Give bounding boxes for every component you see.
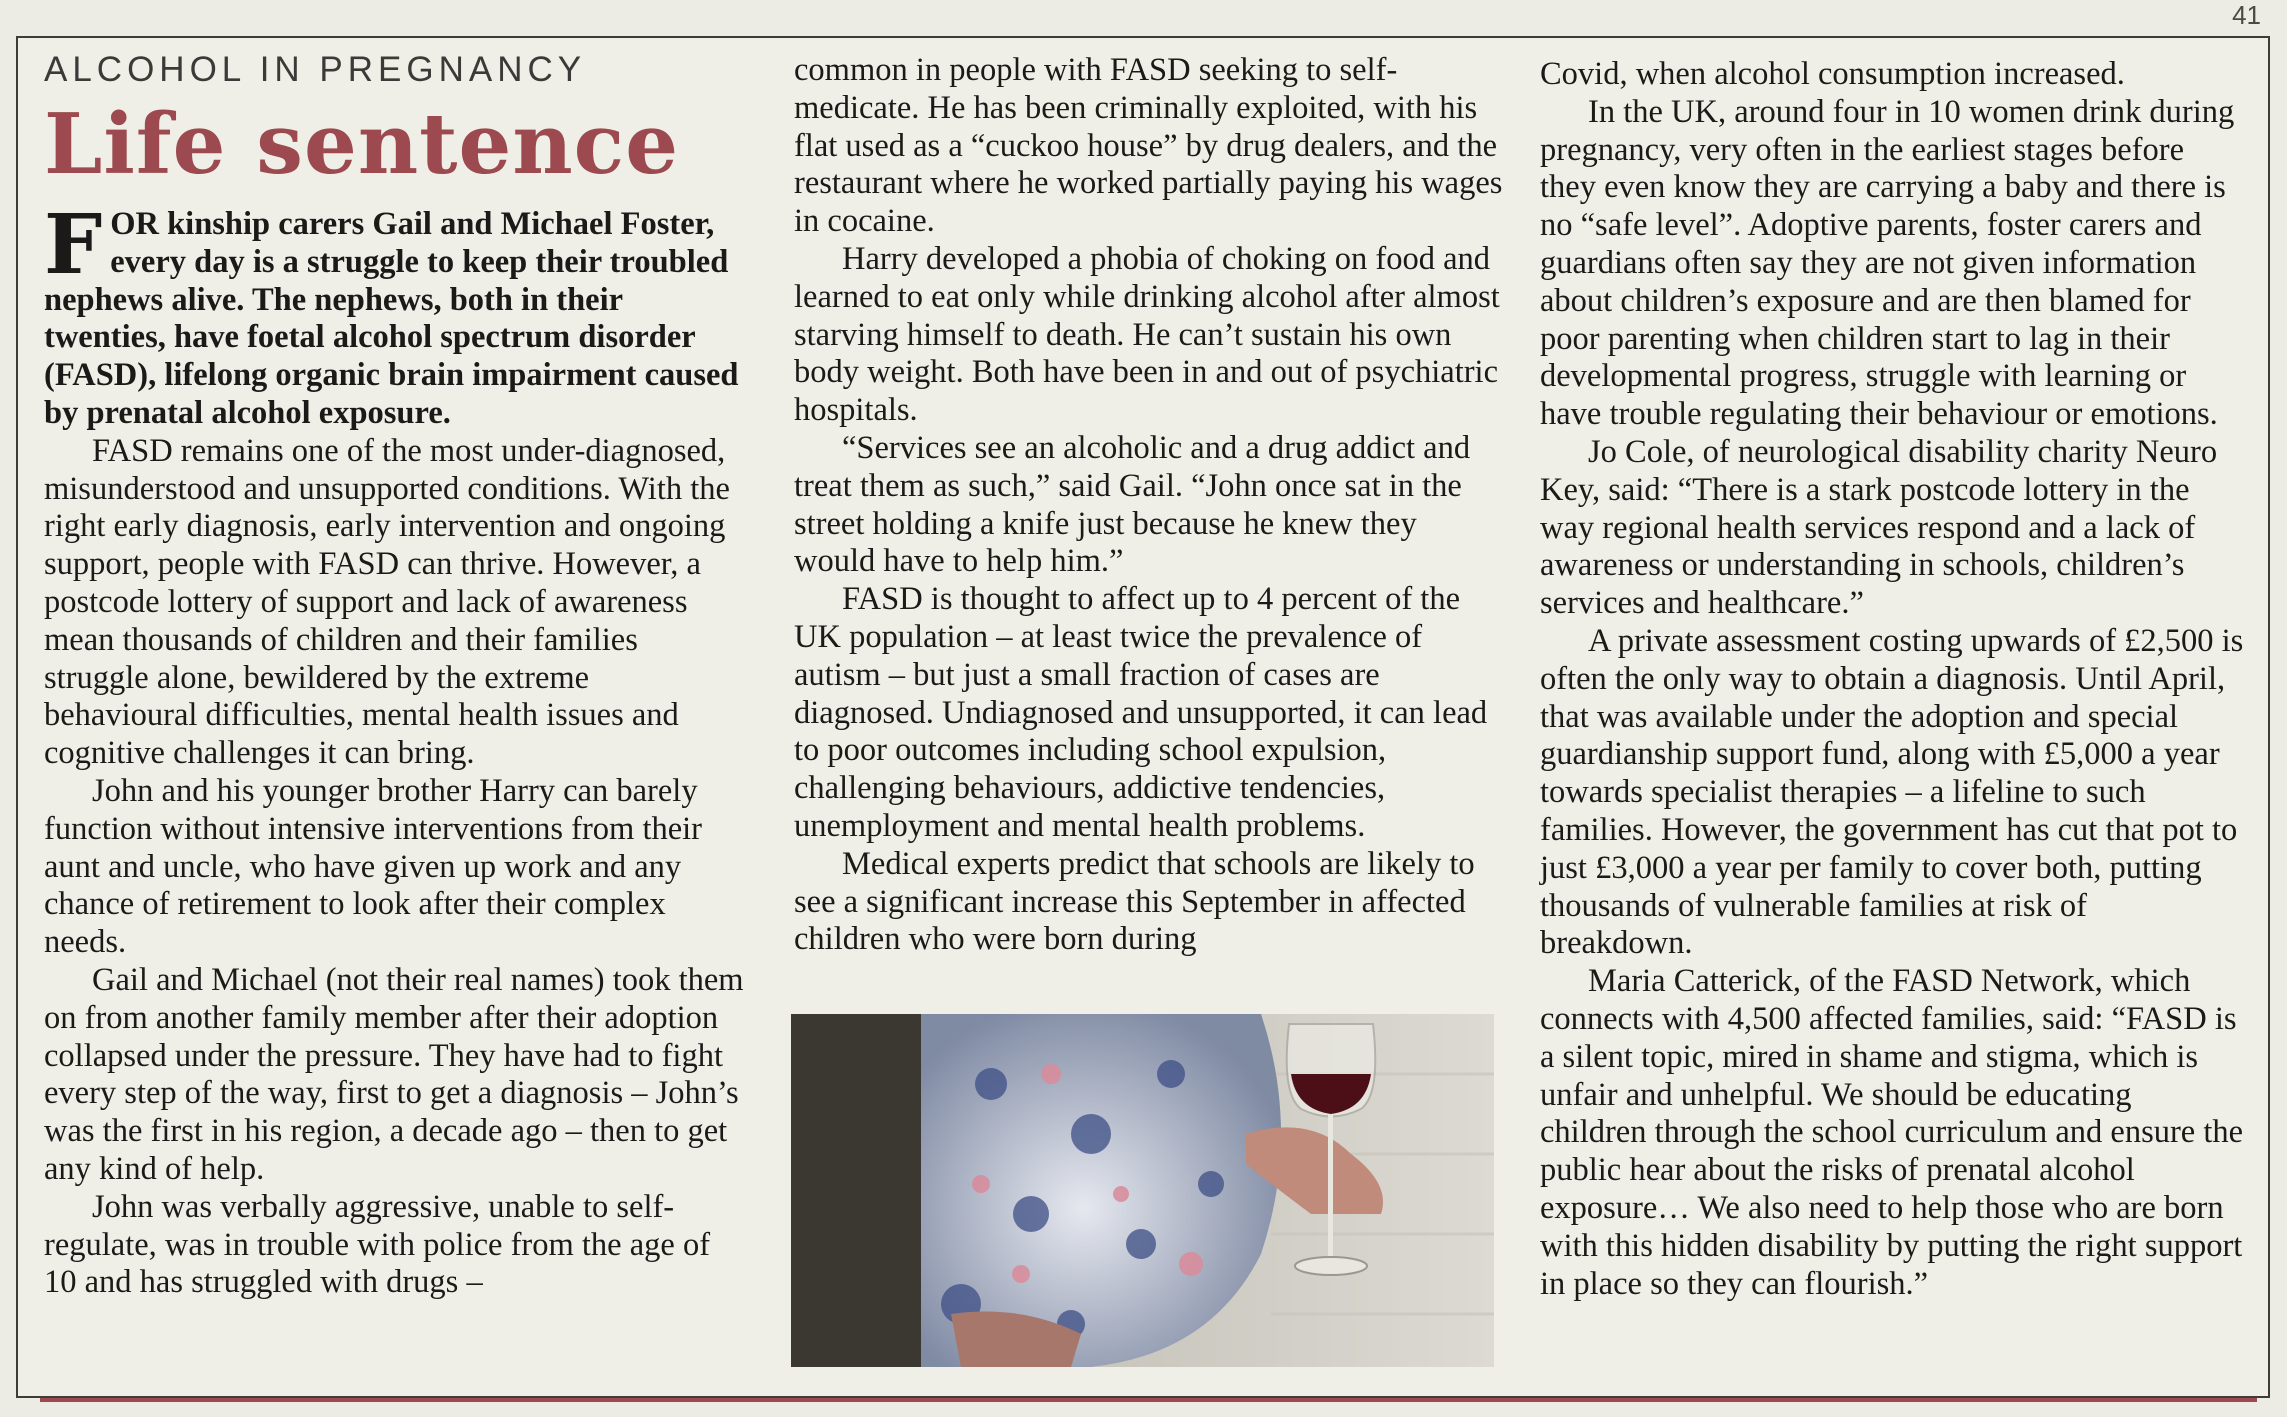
drop-cap: F bbox=[44, 197, 103, 293]
body-paragraph: John and his younger brother Harry can barely function without intensive interventions from their aunt and uncle, who have given up work and any chance of retirement to look after their complex needs. bbox=[44, 772, 702, 961]
body-paragraph: Harry developed a phobia of choking on food and learned to eat only while drinking alcohol after almost starving himself to death. He can’t sustain his own body weight. Both have been in and out of psychiatric hospitals. bbox=[794, 240, 1500, 429]
standfirst bbox=[44, 197, 744, 433]
page-number: 41 bbox=[2232, 0, 2261, 30]
column-1 bbox=[44, 50, 744, 1302]
body-paragraph: Jo Cole, of neurological disability charity Neuro Key, said: “There is a stark postcode lottery in the way regional health services respond and a lack of awareness or understanding in schools, children’s services and healthcare.” bbox=[1540, 433, 2218, 622]
article-photo bbox=[791, 1014, 1494, 1367]
pregnant-woman-with-wine-image bbox=[791, 1014, 1494, 1367]
body-paragraph-continued: common in people with FASD seeking to self-medicate. He has been criminally exploited, with his flat used as a “cuckoo house” by drug dealers, and the restaurant where he worked partially paying his wages in cocaine. bbox=[794, 52, 1503, 240]
body-paragraph: Medical experts predict that schools are likely to see a significant increase this September in affected children who were born during bbox=[794, 845, 1475, 958]
body-paragraph: FASD is thought to affect up to 4 percent of the UK population – at least twice the prevalence of autism – but just a small fraction of cases are diagnosed. Undiagnosed and unsupported, it can lead to poor outcomes including school expulsion, challenging behaviours, addictive tendencies, unemployment and mental health problems. bbox=[794, 581, 1488, 844]
column-2 bbox=[794, 52, 1504, 959]
headline: Life sentence bbox=[44, 95, 680, 193]
body-paragraph: John was verbally aggressive, unable to self-regulate, was in trouble with police from the age of 10 and has struggled with drugs – bbox=[44, 1188, 711, 1301]
body-paragraph: Maria Catterick, of the FASD Network, which connects with 4,500 affected families, said: “FASD is a silent topic, mired in shame and stigma, which is unfair and unhelpful. We should be educating children through the school curriculum and ensure the public hear about the risks of prenatal alcohol exposure… We also need to help those who are born with this hidden disability by putting the right support in place so they can flourish.” bbox=[1540, 963, 2244, 1302]
body-paragraph: Gail and Michael (not their real names) took them on from another family member after their adoption collapsed under the pressure. They have had to fight every step of the way, first to get a diagnosis – John’s was the first in his region, a decade ago – then to get any kind of help. bbox=[44, 961, 744, 1187]
standfirst-text: OR kinship carers Gail and Michael Foster, every day is a struggle to keep their troubled nephews alive. The nephews, both in their twenties, have foetal alcohol spectrum disorder (FASD), lifelong organic brain impairment caused by prenatal alcohol exposure. bbox=[44, 206, 739, 431]
section-kicker: ALCOHOL IN PREGNANCY bbox=[44, 50, 587, 89]
body-paragraph: In the UK, around four in 10 women drink during pregnancy, very often in the earliest stages before they even know they are carrying a baby and there is no “safe level”. Adoptive parents, foster carers and guardians often say they are not given information about children’s exposure and are then blamed for poor parenting when children start to lag in their developmental progress, struggle with learning or have trouble regulating their behaviour or emotions. bbox=[1540, 93, 2235, 433]
body-paragraph-continued: Covid, when alcohol consumption increased. bbox=[1540, 56, 2125, 92]
column-3 bbox=[1540, 56, 2245, 1303]
body-paragraph: “Services see an alcoholic and a drug addict and treat them as such,” said Gail. “John once sat in the street holding a knife just because he knew they would have to help him.” bbox=[794, 429, 1471, 580]
bottom-rule bbox=[40, 1398, 2257, 1402]
body-paragraph: A private assessment costing upwards of £2,500 is often the only way to obtain a diagnosis. Until April, that was available under the adoption and special guardianship support fund, along with £5,000 a year towards specialist therapies – a lifeline to such families. However, the government has cut that pot to just £3,000 a year per family to cover both, putting thousands of vulnerable families at risk of breakdown. bbox=[1540, 622, 2244, 962]
body-paragraph: FASD remains one of the most under-diagnosed, misunderstood and unsupported conditions. With the right early diagnosis, early intervention and ongoing support, people with FASD can thrive. However, a postcode lottery of support and lack of awareness mean thousands of children and their families struggle alone, bewildered by the extreme behavioural difficulties, mental health issues and cognitive challenges it can bring. bbox=[44, 432, 730, 772]
